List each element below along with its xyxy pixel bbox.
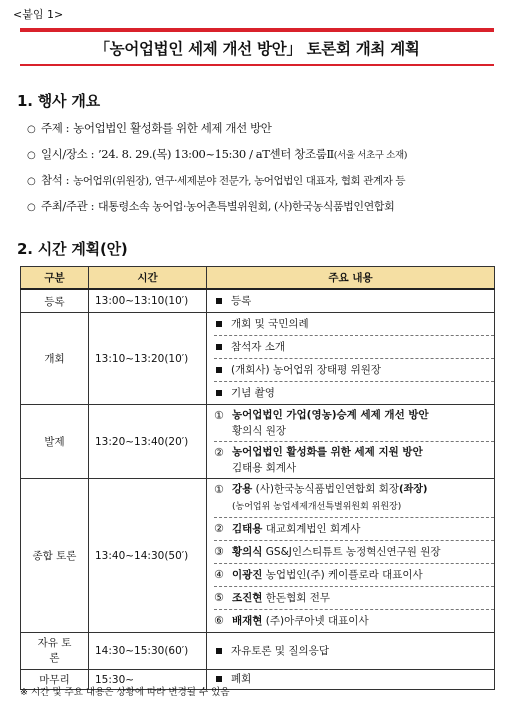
panelist-affiliation: GS&J인스티튜트 농정혁신연구원 원장 <box>265 546 441 558</box>
list-item: 참석자 소개 <box>214 336 494 359</box>
table-header-row <box>21 267 495 290</box>
circled-number: ② <box>214 522 224 535</box>
panelist-affiliation: (주)아쿠아넷 대표이사 <box>265 615 369 627</box>
overview-label: 주제 : <box>41 121 70 135</box>
row-category: 등록 <box>21 289 89 313</box>
square-bullet-icon <box>216 648 222 654</box>
section1-heading: 1. 행사 개요 <box>17 92 100 110</box>
circled-number: ④ <box>214 568 224 581</box>
panelist-affiliation: 한돈협회 전무 <box>265 592 330 604</box>
overview-item-topic <box>27 120 507 146</box>
panelist-name: 이광진 <box>232 569 263 581</box>
column-header-category: 구분 <box>21 267 89 290</box>
chair-tag: (좌장) <box>399 484 428 495</box>
panelist-name: 김태용 <box>232 523 263 535</box>
overview-value: ’24. 8. 29.(목) 13:00~15:30 / aT센터 창조룸Ⅱ <box>98 147 334 161</box>
list-item <box>214 610 494 632</box>
row-content <box>207 405 495 479</box>
table-row <box>21 313 495 405</box>
row-category: 자유 토론 <box>21 633 89 670</box>
square-bullet-icon <box>216 367 222 373</box>
panelist-name: 강용 <box>232 483 253 495</box>
presentation-title: 농어업법인 가업(영농)승계 세제 개선 방안 <box>232 409 429 421</box>
circled-number: ① <box>214 409 224 422</box>
list-item <box>214 479 494 518</box>
title-rule-bottom <box>20 64 494 66</box>
list-item <box>214 541 494 564</box>
attachment-label: <붙임 1> <box>13 8 64 21</box>
panelist-note: (농어업위 농업세제개선특별위원회 위원장) <box>232 502 402 512</box>
square-bullet-icon <box>216 344 222 350</box>
circled-number: ② <box>214 446 224 459</box>
column-header-content: 주요 내용 <box>207 267 495 290</box>
row-category: 마무리 <box>21 670 89 690</box>
panelist-name: 배재현 <box>232 615 263 627</box>
presenter: 김태용 회계사 <box>232 462 297 474</box>
row-time: 13:10~13:20(10′) <box>89 313 207 405</box>
title-block <box>20 28 494 66</box>
row-time: 13:40~14:30(50′) <box>89 479 207 633</box>
row-category: 종합 토론 <box>21 479 89 633</box>
circled-number: ③ <box>214 545 224 558</box>
circle-bullet-icon: ○ <box>27 176 36 187</box>
overview-label: 주최/주관 : <box>41 199 95 213</box>
row-time: 13:00~13:10(10′) <box>89 289 207 313</box>
table-row <box>21 405 495 479</box>
overview-list <box>27 120 507 224</box>
list-item: 등록 <box>214 290 494 312</box>
column-header-time: 시간 <box>89 267 207 290</box>
document-title: 「농어업법인 세제 개선 방안」 토론회 개최 계획 <box>94 40 420 58</box>
section2-heading: 2. 시간 계획(안) <box>17 240 128 258</box>
table-row <box>21 289 495 313</box>
overview-item-host <box>27 198 507 224</box>
circled-number: ① <box>214 483 224 496</box>
square-bullet-icon <box>216 390 222 396</box>
row-category: 발제 <box>21 405 89 479</box>
footnote: ※ 시간 및 주요 내용은 상황에 따라 변경될 수 있음 <box>20 687 230 698</box>
list-item <box>214 587 494 610</box>
circle-bullet-icon: ○ <box>27 124 36 135</box>
square-bullet-icon <box>216 676 222 682</box>
list-item <box>214 405 494 442</box>
circled-number: ⑥ <box>214 614 224 627</box>
row-content <box>207 289 495 313</box>
overview-value: 대통령소속 농어업·농어촌특별위원회, (사)한국농식품법인연합회 <box>98 200 395 213</box>
row-time: 14:30~15:30(60′) <box>89 633 207 670</box>
presentation-title: 농어업법인 활성화를 위한 세제 지원 방안 <box>232 446 423 458</box>
panelist-affiliation: (사)한국농식품법인연합회 회장 <box>255 483 400 495</box>
circle-bullet-icon: ○ <box>27 202 36 213</box>
circled-number: ⑤ <box>214 591 224 604</box>
panelist-name: 황의식 <box>232 546 263 558</box>
list-item: 자유토론 및 질의응답 <box>214 640 494 662</box>
row-content <box>207 670 495 690</box>
overview-item-datetime <box>27 146 507 172</box>
overview-value: 농어업법인 활성화를 위한 세제 개선 방안 <box>73 121 272 135</box>
list-item: (개회사) 농어업위 장태평 위원장 <box>214 359 494 382</box>
row-time: 13:20~13:40(20′) <box>89 405 207 479</box>
row-content <box>207 633 495 670</box>
overview-value: 농어업위(위원장), 연구·세제분야 전문가, 농어업법인 대표자, 협회 관계자 등 <box>73 175 406 187</box>
square-bullet-icon <box>216 321 222 327</box>
overview-item-attendees <box>27 172 507 198</box>
row-content <box>207 479 495 633</box>
list-item <box>214 564 494 587</box>
overview-label: 일시/장소 : <box>41 147 95 161</box>
table-row <box>21 633 495 670</box>
overview-label: 참석 : <box>41 173 70 187</box>
panelist-name: 조진현 <box>232 592 263 604</box>
table-row <box>21 479 495 633</box>
circle-bullet-icon: ○ <box>27 150 36 161</box>
list-item: 폐회 <box>214 670 494 689</box>
row-category: 개회 <box>21 313 89 405</box>
list-item <box>214 518 494 541</box>
row-time: 15:30~ <box>89 670 207 690</box>
overview-note: (서울 서초구 소재) <box>333 150 408 161</box>
list-item: 기념 촬영 <box>214 382 494 404</box>
panelist-affiliation: 농업법인(주) 케이플로라 대표이사 <box>265 569 423 581</box>
square-bullet-icon <box>216 298 222 304</box>
list-item <box>214 442 494 478</box>
list-item: 개회 및 국민의례 <box>214 313 494 336</box>
panelist-affiliation: 대교회계법인 회계사 <box>265 523 361 535</box>
row-content <box>207 313 495 405</box>
presenter: 황의식 원장 <box>232 425 287 437</box>
schedule-table <box>20 266 495 690</box>
